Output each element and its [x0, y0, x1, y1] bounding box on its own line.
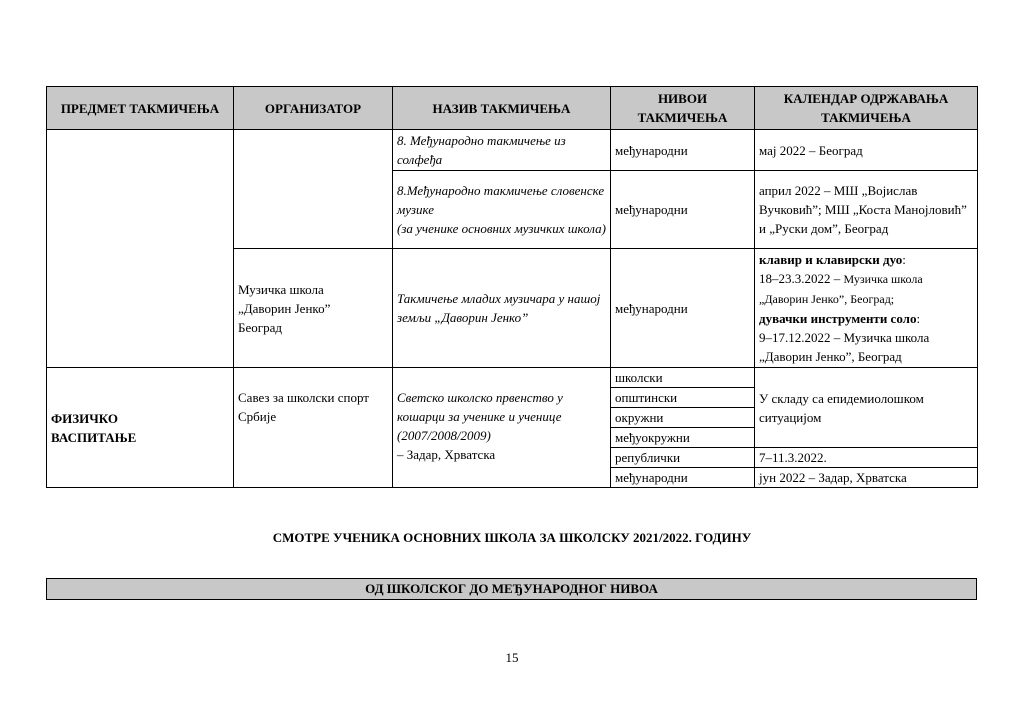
competition-level: општински: [611, 388, 755, 408]
organizer-line: Београд: [238, 319, 282, 335]
calendar-colon: :: [916, 311, 921, 326]
table-row: [47, 130, 978, 171]
table-header-row: [47, 87, 978, 130]
subject-cell-pe: [47, 368, 234, 488]
header-name: НАЗИВ ТАКМИЧЕЊА: [393, 87, 611, 130]
competition-calendar: мај 2022 – Београд: [755, 130, 978, 171]
header-calendar: КАЛЕНДАР ОДРЖАВАЊА ТАКМИЧЕЊА: [755, 87, 978, 130]
table-row: [47, 368, 978, 388]
competition-level: републички: [611, 448, 755, 468]
competition-level: међународни: [611, 468, 755, 488]
calendar-piano-dates: 18–23.3.2022 –: [759, 271, 844, 286]
header-organizer: ОРГАНИЗАТОР: [234, 87, 393, 130]
subject-cell-music: [47, 130, 234, 368]
competition-level: међународни: [611, 249, 755, 368]
name-line: 8.Међународно такмичење словенске музике: [397, 183, 605, 217]
competition-level: школски: [611, 368, 755, 388]
organizer-line: Музичка школа: [238, 281, 324, 297]
name-line: (за ученике основних музичких школа): [397, 221, 606, 236]
organizer-cell: Савез за школски спорт Србије: [234, 368, 393, 488]
name-line: Светско школско првенство у кошарци за ученике и ученице (2007/2008/2009): [397, 390, 563, 443]
level-heading-bar: ОД ШКОЛСКОГ ДО МЕЂУНАРОДНОГ НИВОА: [46, 578, 977, 600]
competition-name: [393, 368, 611, 488]
calendar-wind-dates: 9–17.12.2022 – Музичка школа „Даворин Јенко”, Београд: [759, 330, 930, 364]
competition-name: 8. Међународно такмичење из солфеђа: [393, 130, 611, 171]
competition-calendar: 7–11.3.2022.: [755, 448, 978, 468]
subject-line: ВАСПИТАЊЕ: [51, 429, 137, 445]
header-level: НИВОИ ТАКМИЧЕЊА: [611, 87, 755, 130]
calendar-colon: :: [902, 252, 906, 267]
competition-calendar: [755, 249, 978, 368]
organizer-cell-empty: [234, 130, 393, 249]
calendar-piano-place: Музичка школа „Даворин Јенко”, Београд;: [759, 272, 923, 306]
name-line: – Задар, Хрватска: [397, 447, 496, 462]
competition-level: међународни: [611, 171, 755, 249]
section-title: СМОТРЕ УЧЕНИКА ОСНОВНИХ ШКОЛА ЗА ШКОЛСКУ 2021/2022. ГОДИНУ: [272, 530, 752, 545]
competition-name: Такмичење младих музичара у нашој земљи „Даворин Јенко”: [393, 249, 611, 368]
subject-line: ФИЗИЧКО: [51, 410, 119, 426]
competitions-table: [46, 86, 978, 488]
header-subject: ПРЕДМЕТ ТАКМИЧЕЊА: [47, 87, 234, 130]
calendar-piano-label: клавир и клавирски дуо: [759, 252, 903, 267]
page-number: 15: [505, 650, 519, 665]
competition-level: окружни: [611, 408, 755, 428]
organizer-cell: [234, 249, 393, 368]
competition-name: [393, 171, 611, 249]
organizer-line: „Даворин Јенко”: [238, 300, 331, 316]
calendar-wind-label: дувачки инструменти соло: [759, 311, 917, 326]
competition-calendar: јун 2022 – Задар, Хрватска: [755, 468, 978, 488]
competition-level: међународни: [611, 130, 755, 171]
competition-calendar: април 2022 – МШ „Војислав Вучковић”; МШ „Коста Манојловић” и „Руски дом”, Београд: [755, 171, 978, 249]
competition-level: међуокружни: [611, 428, 755, 448]
competition-calendar: У складу са епидемиолошком ситуацијом: [755, 368, 978, 448]
